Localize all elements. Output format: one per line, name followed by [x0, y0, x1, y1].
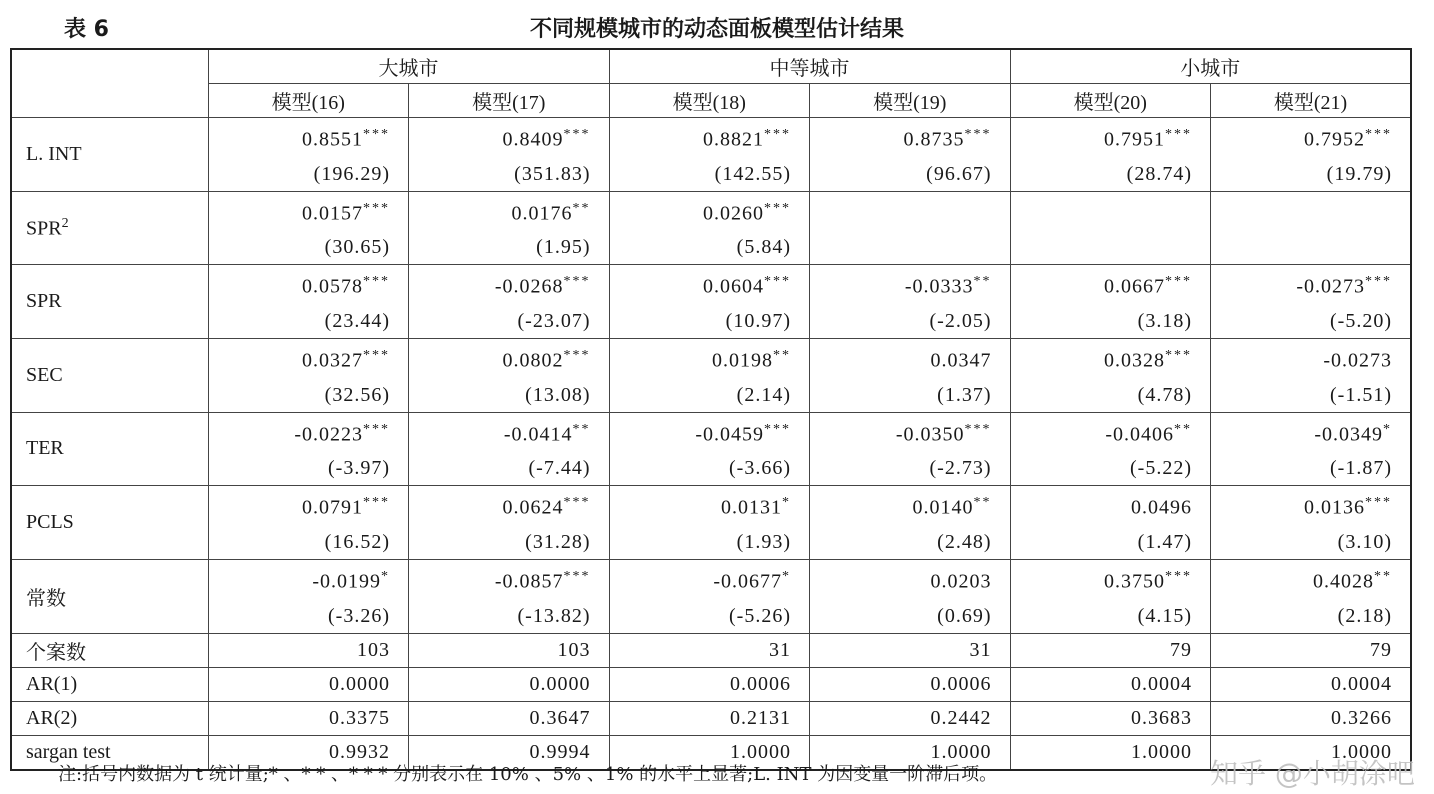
coefficient	[423, 339, 591, 378]
coefficient-value: 0.0802	[502, 349, 564, 372]
coefficient	[223, 118, 391, 157]
row-label-text: PCLS	[26, 511, 74, 534]
significance-stars: **	[572, 421, 591, 437]
coefficient-cell	[1211, 118, 1412, 192]
coefficient-value: 0.4028	[1313, 570, 1374, 593]
table-title: 不同规模城市的动态面板模型估计结果	[529, 17, 905, 42]
t-statistic: (16.52)	[324, 530, 390, 553]
row-label	[11, 338, 208, 412]
coefficient	[223, 339, 391, 378]
row-label: AR(2)	[11, 701, 208, 735]
coefficient-cell	[208, 338, 409, 412]
coefficient	[223, 265, 391, 304]
significance-stars: ***	[764, 200, 791, 216]
significance-stars: ***	[363, 200, 390, 216]
value-cell: 0.9932	[208, 735, 409, 770]
coefficient	[1025, 560, 1193, 599]
coefficient-cell	[1211, 486, 1412, 560]
coefficient	[223, 560, 391, 599]
coefficient	[1225, 118, 1392, 157]
watermark: 知乎 @小胡涂吧	[1210, 757, 1415, 790]
value-cell: 31	[810, 633, 1011, 667]
significance-stars: *	[782, 495, 791, 511]
significance-stars: ***	[363, 127, 390, 142]
value-cell: 1.0000	[810, 735, 1011, 770]
coefficient-cell	[208, 118, 409, 192]
significance-stars: **	[1174, 421, 1192, 437]
coefficient-cell	[1211, 191, 1412, 265]
model-header-row	[11, 84, 1411, 118]
coefficient	[423, 118, 591, 157]
coefficient-cell	[208, 559, 409, 633]
t-statistic: (2.48)	[937, 530, 992, 553]
row-label	[11, 265, 208, 339]
coefficient-cell	[810, 191, 1011, 265]
row-label	[11, 559, 208, 633]
group-header-row	[11, 49, 1411, 84]
coefficient-cell	[1211, 265, 1412, 339]
t-statistic: (23.44)	[324, 309, 390, 332]
coefficient-cell	[810, 118, 1011, 192]
coefficient-value: 0.8551	[302, 128, 363, 151]
coefficient-cell	[409, 191, 610, 265]
significance-stars: **	[973, 274, 992, 290]
coefficient-value: 0.0157	[302, 202, 363, 225]
model-header: 模型(20)	[1010, 84, 1211, 118]
t-statistic: (2.14)	[736, 383, 791, 406]
significance-stars: ***	[563, 127, 591, 142]
coefficient	[1025, 339, 1193, 378]
row-label	[11, 191, 208, 265]
coefficient-value: 0.0624	[502, 496, 564, 519]
value-cell: 0.3647	[409, 701, 610, 735]
coefficient-value: 0.7952	[1304, 128, 1365, 151]
table-row	[11, 701, 1411, 735]
coefficient-value: 0.0327	[302, 349, 363, 372]
coefficient-value: 0.0176	[511, 202, 573, 225]
t-statistic: (-3.66)	[729, 457, 791, 480]
row-label-text: TER	[26, 437, 64, 460]
coefficient-value: 0.0578	[302, 275, 363, 298]
value-cell: 31	[609, 633, 810, 667]
coefficient-value: 0.0136	[1304, 496, 1365, 519]
coefficient-cell	[1010, 486, 1211, 560]
t-statistic: (-5.26)	[729, 604, 791, 627]
group-header: 小城市	[1010, 49, 1411, 84]
coefficient	[624, 265, 792, 304]
coefficient-cell	[609, 118, 810, 192]
model-header: 模型(16)	[208, 84, 409, 118]
coefficient-value: 0.8821	[703, 128, 764, 151]
coefficient	[1225, 339, 1392, 378]
coefficient-cell	[1010, 191, 1211, 265]
coefficient-cell	[1010, 412, 1211, 486]
value-cell: 1.0000	[1211, 735, 1412, 770]
coefficient-value: -0.0857	[494, 570, 564, 593]
table-label: 表 6	[64, 17, 109, 42]
significance-stars: ***	[363, 495, 390, 511]
coefficient-cell	[609, 338, 810, 412]
significance-stars: **	[773, 347, 791, 363]
t-statistic: (-3.97)	[328, 457, 390, 480]
t-statistic: (351.83)	[514, 162, 591, 185]
t-statistic: (32.56)	[324, 383, 390, 406]
coefficient	[824, 486, 992, 525]
value-cell: 0.0004	[1211, 667, 1412, 701]
row-label: 个案数	[11, 633, 208, 667]
model-header: 模型(18)	[609, 84, 810, 118]
significance-stars: ***	[1165, 274, 1192, 290]
value-cell: 0.0000	[208, 667, 409, 701]
t-statistic: (-2.05)	[929, 309, 992, 332]
significance-stars: *	[782, 568, 791, 584]
coefficient	[423, 192, 591, 231]
coefficient-cell	[1211, 412, 1412, 486]
coefficient-cell	[1010, 559, 1211, 633]
coefficient	[624, 486, 792, 525]
significance-stars: ***	[764, 274, 791, 290]
coefficient	[824, 339, 992, 378]
coefficient-cell	[409, 559, 610, 633]
coefficient-value: -0.0350	[895, 423, 965, 446]
value-cell: 1.0000	[1010, 735, 1211, 770]
significance-stars: ***	[563, 495, 591, 511]
coefficient-value: 0.8735	[903, 128, 965, 151]
group-header: 大城市	[208, 49, 609, 84]
coefficient-cell	[409, 118, 610, 192]
row-label: sargan test	[11, 735, 208, 770]
t-statistic: (10.97)	[725, 309, 791, 332]
significance-stars: ***	[563, 568, 591, 584]
value-cell: 0.0006	[609, 667, 810, 701]
coefficient-cell	[810, 486, 1011, 560]
table-row	[11, 118, 1411, 192]
significance-stars: ***	[1365, 274, 1392, 290]
coefficient	[223, 413, 391, 452]
coefficient-cell	[1211, 559, 1412, 633]
table-row	[11, 667, 1411, 701]
row-label-text: 常数	[26, 587, 66, 610]
coefficient-cell	[609, 559, 810, 633]
coefficient-value: -0.0273	[1323, 349, 1392, 372]
coefficient-value: 0.0198	[712, 349, 773, 372]
coefficient	[624, 339, 792, 378]
significance-stars: **	[1374, 568, 1392, 584]
coefficient	[624, 192, 792, 231]
t-statistic: (-1.51)	[1330, 383, 1392, 406]
table-row	[11, 265, 1411, 339]
coefficient-cell	[1010, 338, 1211, 412]
coefficient-value: -0.0268	[494, 275, 564, 298]
coefficient	[824, 560, 992, 599]
t-statistic: (-2.73)	[929, 457, 992, 480]
row-label	[11, 412, 208, 486]
t-statistic: (-1.87)	[1330, 457, 1392, 480]
coefficient-cell	[810, 338, 1011, 412]
coefficient-cell	[609, 265, 810, 339]
coefficient-value: 0.3750	[1104, 570, 1165, 593]
coefficient-value: -0.0273	[1296, 275, 1365, 298]
coefficient-value: 0.0496	[1131, 496, 1192, 519]
t-statistic: (1.47)	[1137, 530, 1192, 553]
coefficient	[1225, 486, 1392, 525]
coefficient-value: 0.0791	[302, 496, 363, 519]
t-statistic: (196.29)	[313, 162, 390, 185]
table-row	[11, 338, 1411, 412]
t-statistic: (5.84)	[736, 236, 791, 259]
value-cell: 0.2442	[810, 701, 1011, 735]
coefficient-value: 0.0667	[1104, 275, 1165, 298]
coefficient-cell	[810, 265, 1011, 339]
coefficient-cell	[208, 486, 409, 560]
t-statistic: (142.55)	[714, 162, 791, 185]
coefficient-cell	[208, 412, 409, 486]
value-cell: 79	[1010, 633, 1211, 667]
coefficient-value: 0.0604	[703, 275, 764, 298]
coefficient-cell	[208, 191, 409, 265]
table-row	[11, 633, 1411, 667]
t-statistic: (1.95)	[536, 236, 591, 259]
value-cell: 0.0006	[810, 667, 1011, 701]
significance-stars: ***	[764, 421, 791, 437]
coefficient-cell	[609, 412, 810, 486]
corner-cell	[11, 49, 208, 118]
table-row	[11, 486, 1411, 560]
model-header: 模型(19)	[810, 84, 1011, 118]
coefficient	[223, 486, 391, 525]
coefficient-cell	[1010, 118, 1211, 192]
row-label-text: SPR	[26, 290, 62, 313]
row-label-text: SEC	[26, 363, 63, 386]
row-label	[11, 486, 208, 560]
t-statistic: (1.37)	[937, 383, 992, 406]
coefficient-value: 0.8409	[502, 128, 564, 151]
coefficient	[1225, 265, 1392, 304]
coefficient	[824, 118, 992, 157]
group-header: 中等城市	[609, 49, 1010, 84]
value-cell: 0.2131	[609, 701, 810, 735]
significance-stars: ***	[363, 421, 390, 437]
significance-stars: ***	[964, 127, 992, 142]
t-statistic: (28.74)	[1126, 162, 1192, 185]
coefficient-value: -0.0199	[312, 570, 381, 593]
t-statistic: (1.93)	[736, 530, 791, 553]
t-statistic: (-23.07)	[517, 309, 591, 332]
coefficient-cell	[810, 412, 1011, 486]
t-statistic: (-5.20)	[1330, 309, 1392, 332]
coefficient	[423, 265, 591, 304]
t-statistic: (-3.26)	[328, 604, 390, 627]
value-cell: 103	[208, 633, 409, 667]
coefficient	[1225, 413, 1392, 452]
significance-stars: ***	[363, 274, 390, 290]
coefficient	[1025, 265, 1193, 304]
value-cell: 1.0000	[609, 735, 810, 770]
significance-stars: **	[572, 200, 591, 216]
coefficient-value: 0.0131	[721, 496, 782, 519]
coefficient-cell	[409, 338, 610, 412]
coefficient-value: 0.0328	[1104, 349, 1165, 372]
significance-stars: ***	[363, 347, 390, 363]
coefficient	[624, 118, 792, 157]
coefficient	[624, 413, 792, 452]
row-label: AR(1)	[11, 667, 208, 701]
coefficient	[423, 486, 591, 525]
t-statistic: (-5.22)	[1130, 457, 1192, 480]
value-cell: 0.3683	[1010, 701, 1211, 735]
table-row	[11, 191, 1411, 265]
row-label	[11, 118, 208, 192]
t-statistic: (30.65)	[324, 236, 390, 259]
significance-stars: *	[1383, 421, 1392, 437]
significance-stars: ***	[1365, 495, 1392, 511]
t-statistic: (96.67)	[926, 162, 992, 185]
coefficient-cell	[208, 265, 409, 339]
coefficient	[624, 560, 792, 599]
value-cell: 0.0000	[409, 667, 610, 701]
row-label-text: L. INT	[26, 142, 82, 165]
value-cell: 103	[409, 633, 610, 667]
coefficient	[1025, 486, 1193, 525]
coefficient-value: 0.0260	[703, 202, 764, 225]
table-note: 注:括号内数据为 t 统计量;* 、* * 、* * * 分别表示在 10% 、5% 、1% 的水平上显著;L. INT 为因变量一阶滞后项。	[58, 764, 998, 785]
coefficient	[1025, 118, 1193, 157]
t-statistic: (19.79)	[1326, 162, 1392, 185]
significance-stars: **	[973, 495, 992, 511]
t-statistic: (0.69)	[937, 604, 992, 627]
value-cell: 0.3266	[1211, 701, 1412, 735]
coefficient-cell	[1211, 338, 1412, 412]
coefficient-cell	[409, 412, 610, 486]
t-statistic: (-7.44)	[528, 457, 591, 480]
significance-stars: ***	[964, 421, 992, 437]
row-label-superscript: 2	[61, 215, 71, 231]
coefficient-value: 0.0140	[912, 496, 974, 519]
significance-stars: *	[381, 568, 390, 584]
coefficient-value: -0.0349	[1314, 423, 1383, 446]
model-header: 模型(21)	[1211, 84, 1412, 118]
coefficient	[824, 265, 992, 304]
coefficient	[423, 560, 591, 599]
coefficient-value: -0.0223	[294, 423, 363, 446]
significance-stars: ***	[563, 347, 591, 363]
coefficient-cell	[409, 265, 610, 339]
coefficient	[1225, 560, 1392, 599]
significance-stars: ***	[563, 274, 591, 290]
significance-stars: ***	[1165, 347, 1192, 363]
coefficient-cell	[609, 486, 810, 560]
t-statistic: (4.15)	[1137, 604, 1192, 627]
significance-stars: ***	[1165, 127, 1192, 142]
coefficient	[423, 413, 591, 452]
coefficient-cell	[609, 191, 810, 265]
t-statistic: (3.18)	[1137, 309, 1192, 332]
t-statistic: (31.28)	[525, 530, 591, 553]
coefficient-value: -0.0677	[713, 570, 782, 593]
results-table	[10, 48, 1412, 771]
coefficient	[824, 413, 992, 452]
value-cell: 0.3375	[208, 701, 409, 735]
coefficient-cell	[409, 486, 610, 560]
value-cell: 0.0004	[1010, 667, 1211, 701]
t-statistic: (-13.82)	[517, 604, 591, 627]
significance-stars: ***	[764, 127, 791, 142]
value-cell: 79	[1211, 633, 1412, 667]
model-header: 模型(17)	[409, 84, 610, 118]
t-statistic: (2.18)	[1337, 604, 1392, 627]
coefficient	[223, 192, 391, 231]
coefficient-value: 0.0203	[930, 570, 992, 593]
table-row	[11, 412, 1411, 486]
coefficient-cell	[1010, 265, 1211, 339]
coefficient-value: 0.7951	[1104, 128, 1165, 151]
row-label-text: SPR	[26, 217, 62, 240]
coefficient	[1025, 413, 1193, 452]
coefficient-cell	[810, 559, 1011, 633]
coefficient-value: -0.0406	[1105, 423, 1174, 446]
coefficient-value: -0.0459	[695, 423, 764, 446]
t-statistic: (13.08)	[525, 383, 591, 406]
t-statistic: (4.78)	[1137, 383, 1192, 406]
significance-stars: ***	[1165, 568, 1192, 584]
value-cell: 0.9994	[409, 735, 610, 770]
significance-stars: ***	[1365, 127, 1392, 142]
coefficient-value: -0.0414	[503, 423, 573, 446]
t-statistic: (3.10)	[1337, 530, 1392, 553]
coefficient-value: -0.0333	[904, 275, 974, 298]
table-row	[11, 559, 1411, 633]
coefficient-value: 0.0347	[930, 349, 992, 372]
